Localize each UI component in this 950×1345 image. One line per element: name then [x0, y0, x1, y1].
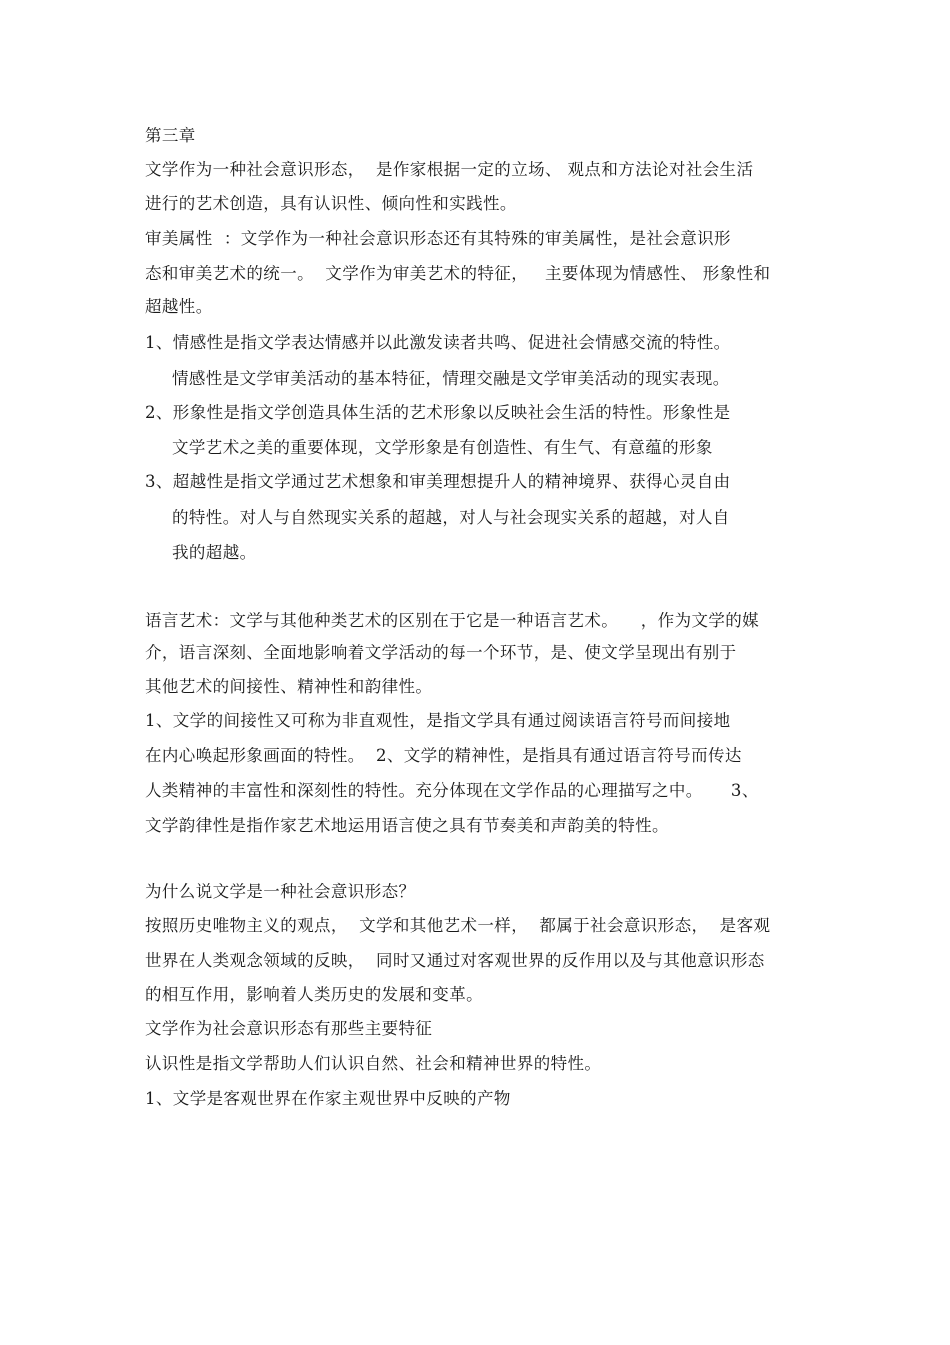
- text-line: 介，语言深刻、全面地影响着文学活动的每一个环节，是、使文学呈现出有别于: [145, 643, 737, 662]
- text-line: 文学韵律性是指作家艺术地运用语言使之具有节奏美和声韵美的特性。: [145, 816, 669, 835]
- text-line: 认识性是指文学帮助人们认识自然、社会和精神世界的特性。: [145, 1054, 602, 1073]
- text-line: 进行的艺术创造，具有认识性、倾向性和实践性。: [145, 194, 517, 213]
- text-line: 的特性。对人与自然现实关系的超越，对人与社会现实关系的超越，对人自: [172, 508, 730, 527]
- section-heading: 文学作为社会意识形态有那些主要特征: [145, 1019, 433, 1038]
- text-line: 2、形象性是指文学创造具体生活的艺术形象以反映社会生活的特性。形象性是: [145, 403, 731, 422]
- text-line: 人类精神的丰富性和深刻性的特性。充分体现在文学作品的心理描写之中。 3、: [145, 781, 759, 800]
- text-line: 按照历史唯物主义的观点， 文学和其他艺术一样， 都属于社会意识形态， 是客观: [145, 916, 771, 935]
- text-line: 1、文学的间接性又可称为非直观性，是指文学具有通过阅读语言符号而间接地: [145, 711, 731, 730]
- text-line: 超越性。: [145, 297, 213, 316]
- text-line: 1、文学是客观世界在作家主观世界中反映的产物: [145, 1089, 511, 1108]
- text-line: 1、情感性是指文学表达情感并以此激发读者共鸣、促进社会情感交流的特性。: [145, 333, 731, 352]
- text-line: 文学艺术之美的重要体现，文学形象是有创造性、有生气、有意蕴的形象: [172, 438, 713, 457]
- chapter-heading: 第三章: [145, 126, 196, 145]
- text-line: 文学作为一种社会意识形态， 是作家根据一定的立场、 观点和方法论对社会生活: [145, 160, 754, 179]
- text-line: 世界在人类观念领域的反映， 同时又通过对客观世界的反作用以及与其他意识形态: [145, 951, 765, 970]
- text-line: 语言艺术：文学与其他种类艺术的区别在于它是一种语言艺术。 ，作为文学的媒: [145, 611, 760, 630]
- text-line: 态和审美艺术的统一。 文学作为审美艺术的特征， 主要体现为情感性、 形象性和: [145, 264, 771, 283]
- text-line: 其他艺术的间接性、精神性和韵律性。: [145, 677, 433, 696]
- text-line: 在内心唤起形象画面的特性。 2、文学的精神性，是指具有通过语言符号而传达: [145, 746, 742, 765]
- text-line: 我的超越。: [172, 543, 257, 562]
- text-line: 情感性是文学审美活动的基本特征，情理交融是文学审美活动的现实表现。: [172, 369, 730, 388]
- text-line: 审美属性 ：文学作为一种社会意识形态还有其特殊的审美属性，是社会意识形: [145, 229, 731, 248]
- text-line: 的相互作用，影响着人类历史的发展和变革。: [145, 985, 483, 1004]
- section-question: 为什么说文学是一种社会意识形态？: [145, 882, 416, 901]
- text-line: 3、超越性是指文学通过艺术想象和审美理想提升人的精神境界、获得心灵自由: [145, 472, 731, 491]
